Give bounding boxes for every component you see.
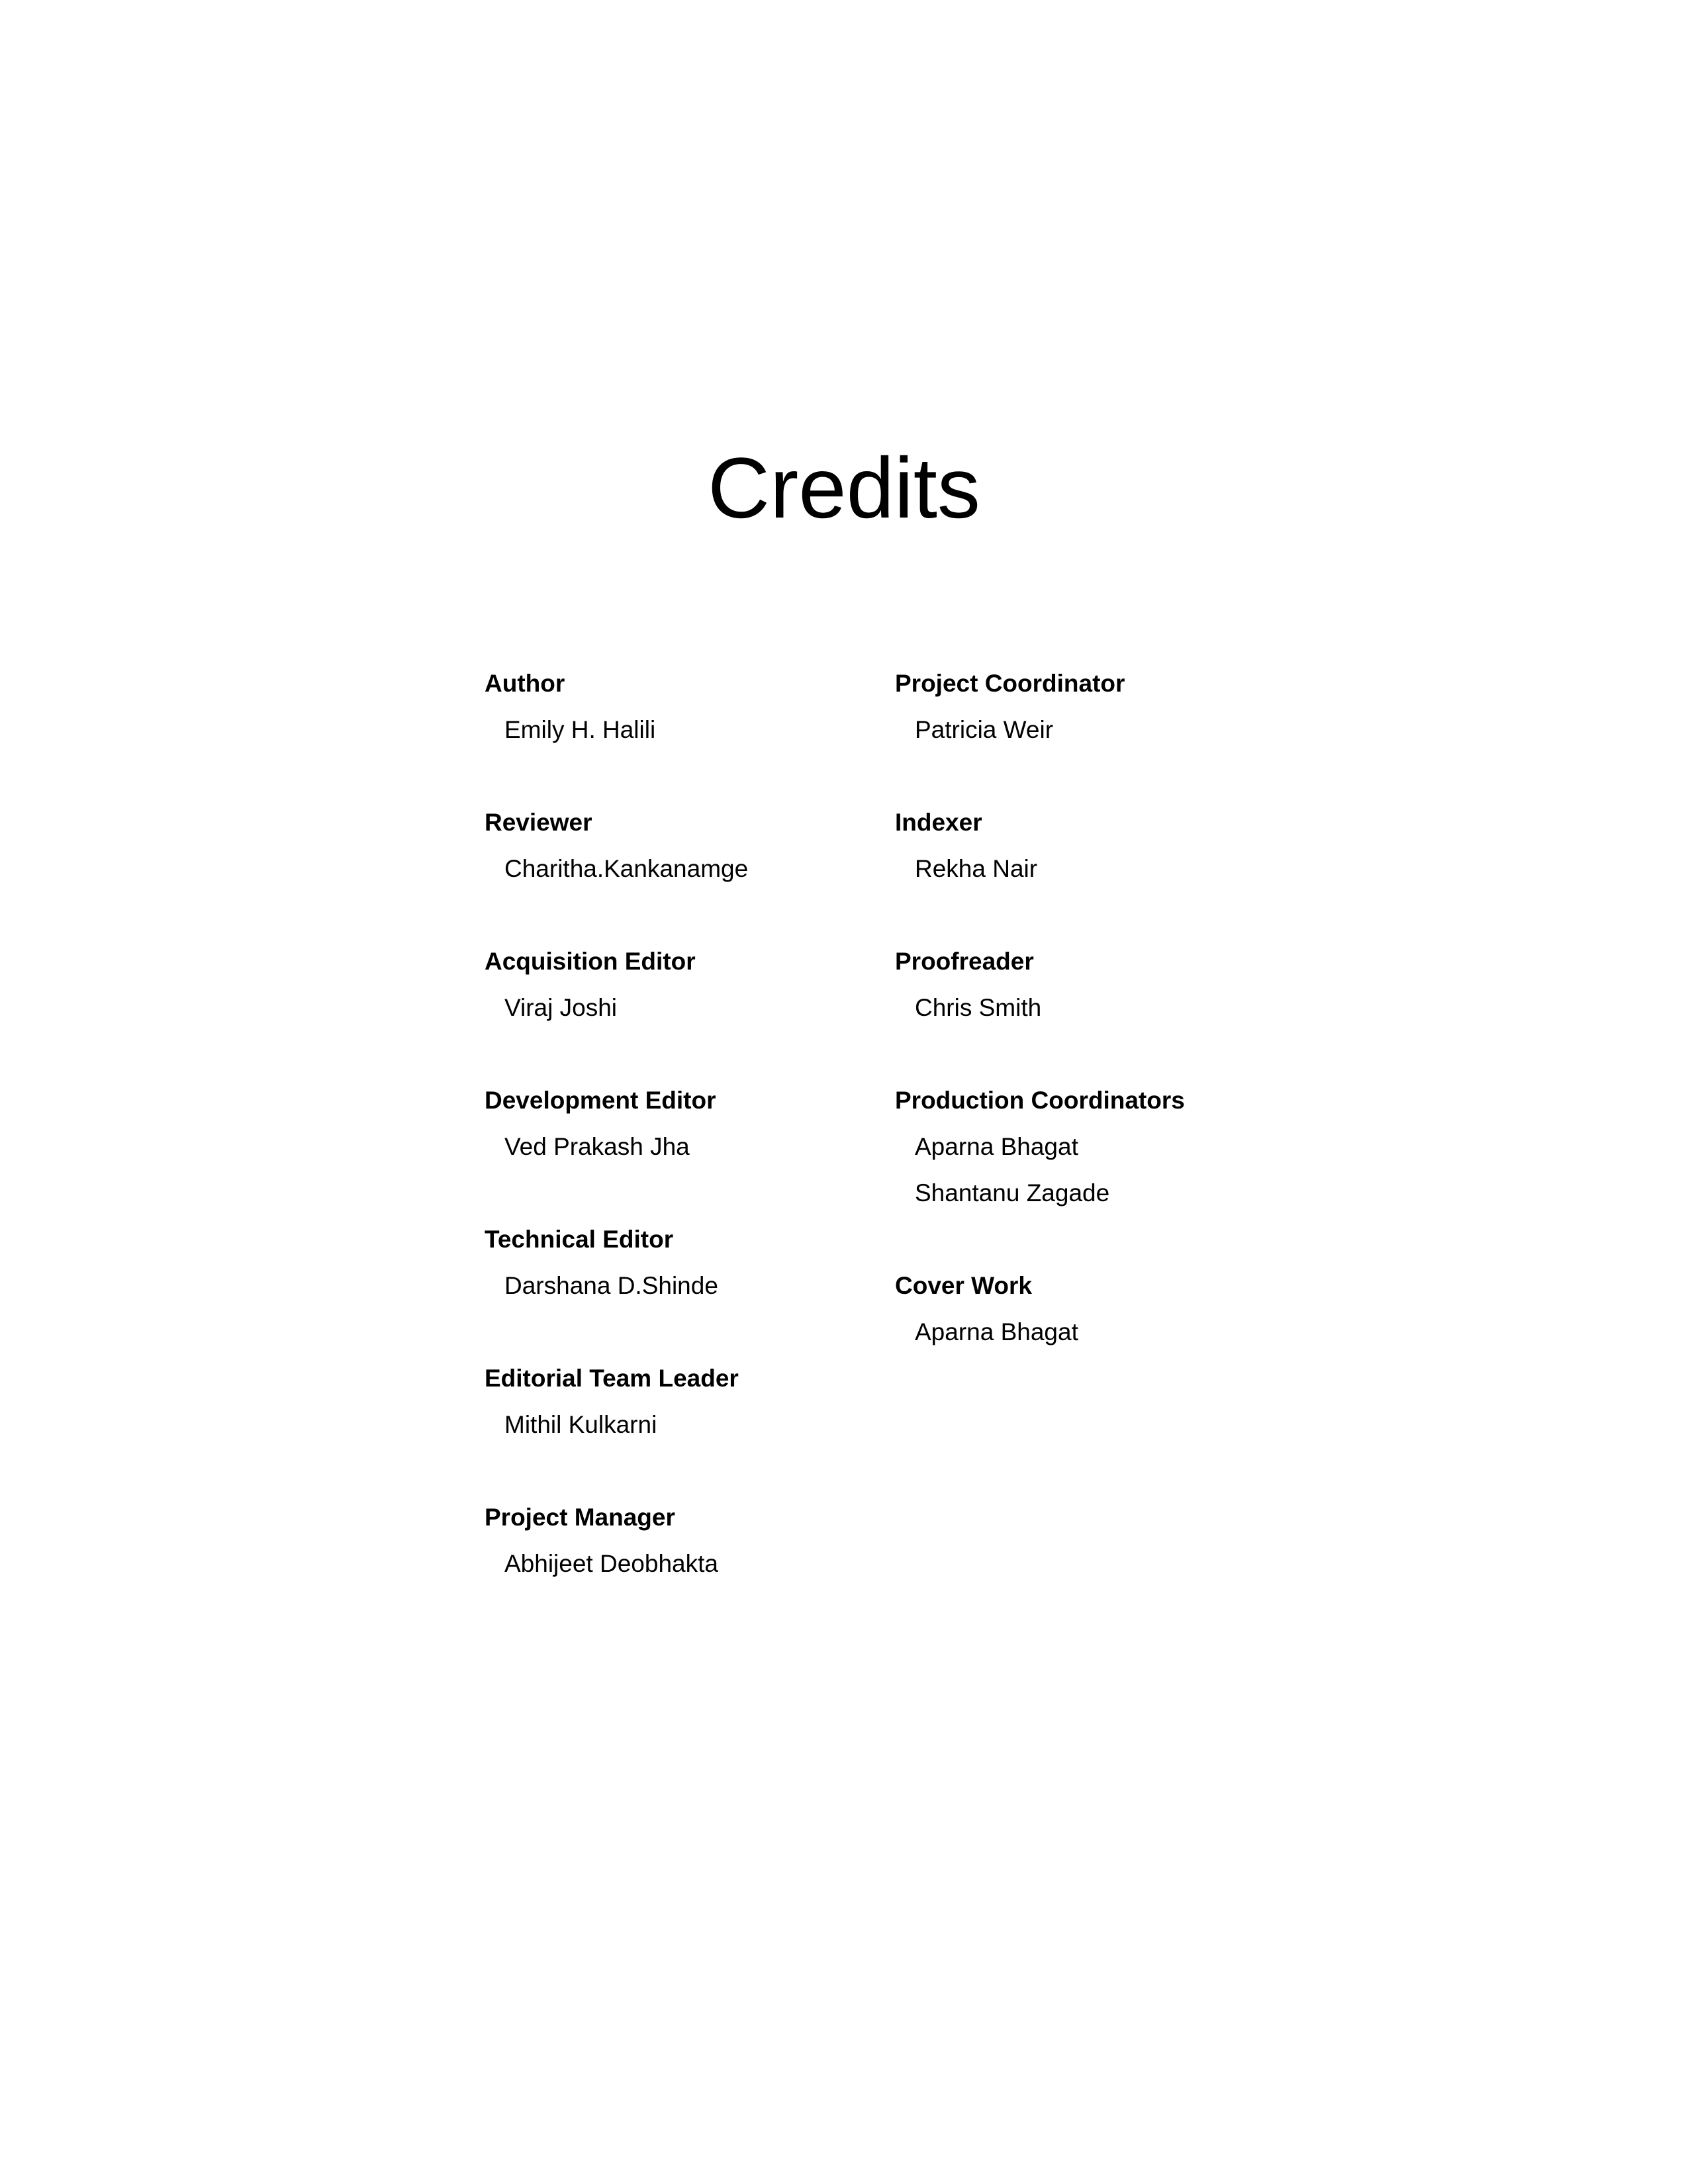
- page-title: Credits: [708, 439, 980, 536]
- credit-name: Mithil Kulkarni: [504, 1411, 657, 1438]
- credit-proofreader: [895, 938, 1358, 1031]
- credit-name: Viraj Joshi: [504, 994, 618, 1021]
- credit-project-coordinator: [895, 660, 1358, 753]
- credit-role: Reviewer: [485, 809, 592, 836]
- credit-editorial-team-leader: [485, 1355, 882, 1448]
- credit-role: Project Manager: [485, 1504, 675, 1531]
- credit-name: Charitha.Kankanamge: [504, 855, 749, 882]
- credit-indexer: [895, 799, 1358, 892]
- credit-role: Acquisition Editor: [485, 948, 696, 975]
- credit-name: Rekha Nair: [915, 855, 1038, 882]
- credit-technical-editor: [485, 1216, 882, 1309]
- credit-project-manager: [485, 1494, 882, 1587]
- credit-name: Emily H. Halili: [504, 716, 656, 743]
- credit-production-coordinators: [895, 1077, 1358, 1216]
- credit-role: Cover Work: [895, 1272, 1032, 1299]
- credit-role: Technical Editor: [485, 1226, 674, 1253]
- credit-acquisition-editor: [485, 938, 882, 1031]
- credit-role: Indexer: [895, 809, 982, 836]
- credit-name: Darshana D.Shinde: [504, 1272, 718, 1299]
- credit-name: Aparna Bhagat: [915, 1133, 1078, 1160]
- credit-name: Chris Smith: [915, 994, 1042, 1021]
- credit-role: Author: [485, 670, 565, 697]
- credit-role: Project Coordinator: [895, 670, 1125, 697]
- credit-role: Production Coordinators: [895, 1087, 1185, 1114]
- credit-cover-work: [895, 1263, 1358, 1355]
- credit-author: [485, 660, 882, 753]
- credit-reviewer: [485, 799, 882, 892]
- credit-name: Shantanu Zagade: [915, 1179, 1110, 1206]
- credit-role: Editorial Team Leader: [485, 1365, 739, 1392]
- credit-name: Patricia Weir: [915, 716, 1054, 743]
- credit-development-editor: [485, 1077, 882, 1170]
- credit-name: Abhijeet Deobhakta: [504, 1550, 718, 1577]
- credit-role: Proofreader: [895, 948, 1034, 975]
- credits-right-column: [895, 660, 1358, 1355]
- credit-name: Ved Prakash Jha: [504, 1133, 690, 1160]
- credit-role: Development Editor: [485, 1087, 716, 1114]
- credits-left-column: [485, 660, 882, 1587]
- credit-name: Aparna Bhagat: [915, 1318, 1078, 1345]
